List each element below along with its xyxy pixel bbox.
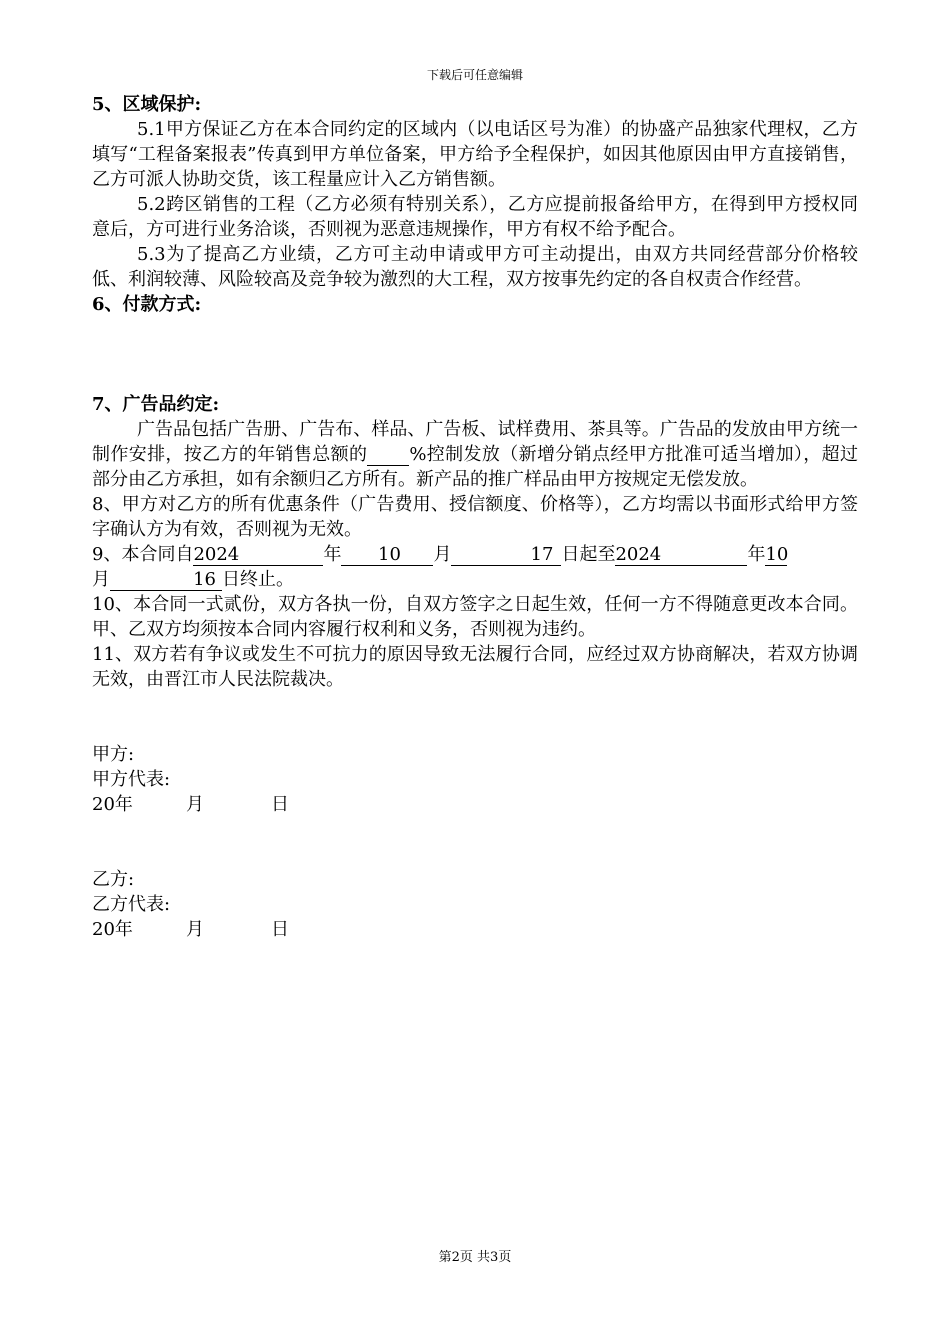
date-day: 日 (271, 794, 289, 815)
month-label: 月 (433, 544, 452, 565)
date-month: 月 (186, 919, 204, 940)
blank-space (92, 692, 858, 742)
clause-9 (92, 542, 858, 592)
party-a-date (92, 792, 858, 817)
end-day: 16 (110, 570, 222, 591)
clause-7 (92, 417, 858, 492)
page-footer: 第2页 共3页 (438, 1250, 512, 1265)
term-prefix: 9、本合同自 (92, 544, 194, 565)
year-label-2: 年 (747, 544, 766, 565)
clause-5-3: 5.3为了提高乙方业绩，乙方可主动申请或甲方可主动提出，由双方共同经营部分价格较低、利润较薄、风险较高及竞争较为激烈的大工程，双方按事先约定的各自权责合作经营。 (92, 244, 858, 290)
party-b-date (92, 917, 858, 942)
contract-body (92, 92, 858, 942)
blank-space (92, 317, 858, 392)
month-label-2: 月 (92, 569, 110, 590)
clause-5-1: 5.1甲方保证乙方在本合同约定的区域内（以电话区号为准）的协盛产品独家代理权，乙方填写“工程备案报表”传真到甲方单位备案，甲方给予全程保护，如因其他原因由甲方直接销售，乙方可派人协助交货，该工程量应计入乙方销售额。 (92, 119, 858, 190)
end-month: 10 (765, 544, 789, 565)
date-day: 日 (271, 919, 289, 940)
party-a-rep-label: 甲方代表: (92, 769, 171, 790)
clause-5-2: 5.2跨区销售的工程（乙方必须有特别关系），乙方应提前报备给甲方，在得到甲方授权同意后，方可进行业务洽谈，否则视为恶意违规操作，甲方有权不给予配合。 (92, 194, 858, 240)
percent-blank (367, 445, 409, 466)
party-b-rep-label: 乙方代表: (92, 894, 171, 915)
section-6-title: 6、付款方式: (92, 294, 202, 315)
start-year: 2024 (193, 545, 323, 566)
blank-space (92, 817, 858, 867)
start-day: 17 (451, 545, 561, 566)
term-mid: 日起至 (561, 544, 616, 565)
page-header: 下载后可任意编辑 (426, 68, 523, 82)
section-7-title: 7、广告品约定: (92, 394, 220, 415)
clause-7-text-b: %控制发放（新增分销点经甲方批准可适当增加），超过部分由乙方承担，如有余额归乙方所有。新产品的推广样品由甲方按规定无偿发放。 (92, 444, 858, 490)
date-month: 月 (186, 794, 204, 815)
date-year: 20年 (92, 919, 133, 940)
date-year: 20年 (92, 794, 133, 815)
clause-10: 10、本合同一式贰份，双方各执一份，自双方签字之日起生效，任何一方不得随意更改本合同。甲、乙双方均须按本合同内容履行权利和义务，否则视为违约。 (92, 594, 858, 640)
year-label: 年 (323, 544, 342, 565)
party-b-label: 乙方: (92, 869, 135, 890)
clause-8: 8、甲方对乙方的所有优惠条件（广告费用、授信额度、价格等），乙方均需以书面形式给甲方签字确认方为有效，否则视为无效。 (92, 494, 858, 540)
start-month: 10 (341, 545, 433, 566)
clause-11: 11、双方若有争议或发生不可抗力的原因导致无法履行合同，应经过双方协商解决，若双方协调无效，由晋江市人民法院裁决。 (92, 644, 858, 690)
party-a-label: 甲方: (92, 744, 135, 765)
clause-7-text-a: 广告品包括广告册、广告布、样品、广告板、试样费用、茶具等。广告品的发放由甲方统一制作安排，按乙方的年销售总额的 (92, 419, 858, 465)
section-5-title: 5、区域保护: (92, 94, 202, 115)
term-suffix: 日终止。 (222, 569, 294, 590)
end-year: 2024 (615, 545, 747, 566)
